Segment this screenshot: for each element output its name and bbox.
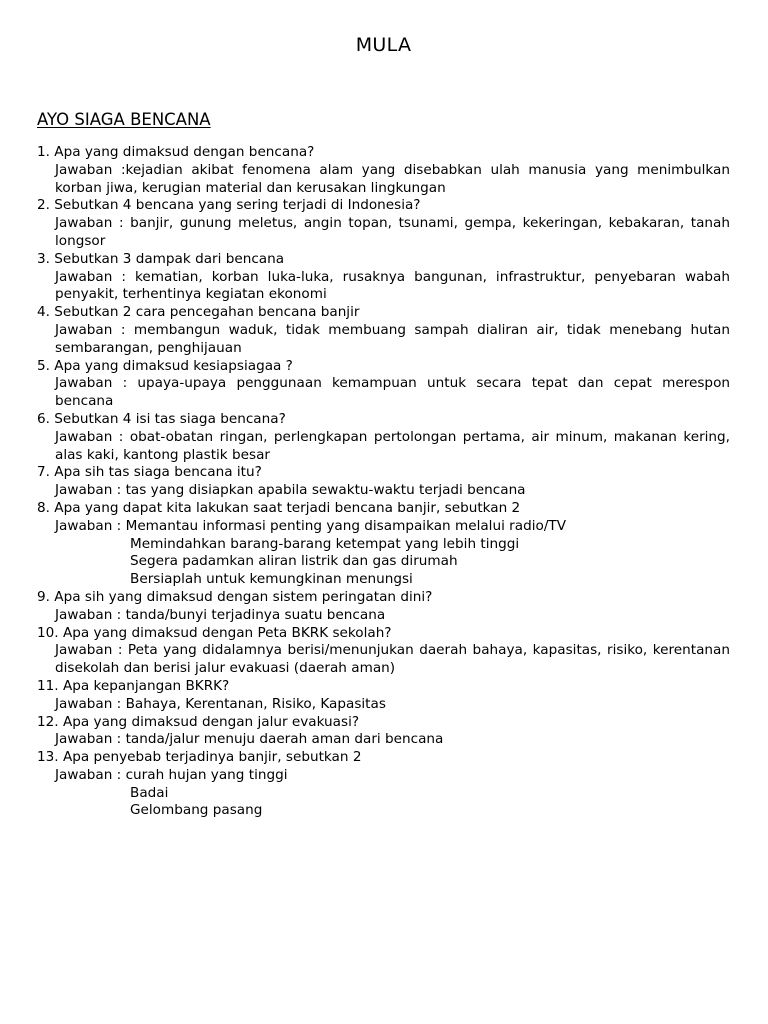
- answer-text: Jawaban :kejadian akibat fenomena alam yang disebabkan ulah manusia yang menimbulkan korban jiwa, kerugian material dan kerusakan lingkungan: [55, 161, 730, 196]
- question-text: 11. Apa kepanjangan BKRK?: [37, 677, 230, 694]
- qa-item-8: [37, 500, 730, 589]
- answer-continuation: Badai: [130, 784, 169, 801]
- answer-text: Jawaban : obat-obatan ringan, perlengkapan pertolongan pertama, air minum, makanan kering, alas kaki, kantong plastik besar: [55, 428, 730, 463]
- answer-text: Jawaban : tanda/jalur menuju daerah aman dari bencana: [55, 731, 444, 748]
- qa-item-9: [37, 589, 730, 625]
- question-text: 8. Apa yang dapat kita lakukan saat terjadi bencana banjir, sebutkan 2: [37, 499, 521, 516]
- answer-text: Jawaban : Peta yang didalamnya berisi/menunjukan daerah bahaya, kapasitas, risiko, kerentanan disekolah dan berisi jalur evakuasi (daerah aman): [55, 642, 730, 677]
- answer-text: Jawaban : upaya-upaya penggunaan kemampuan untuk secara tepat dan cepat merespon bencana: [55, 375, 730, 410]
- section-heading: AYO SIAGA BENCANA: [37, 110, 211, 129]
- question-text: 10. Apa yang dimaksud dengan Peta BKRK sekolah?: [37, 624, 392, 641]
- qa-item-6: [37, 411, 730, 464]
- qa-item-12: [37, 714, 730, 750]
- answer-text: Jawaban : Memantau informasi penting yang disampaikan melalui radio/TV: [55, 517, 566, 534]
- document-title: MULA: [355, 34, 412, 56]
- question-text: 5. Apa yang dimaksud kesiapsiagaa ?: [37, 357, 293, 374]
- qa-item-11: [37, 678, 730, 714]
- question-text: 6. Sebutkan 4 isi tas siaga bencana?: [37, 410, 286, 427]
- qa-item-4: [37, 304, 730, 357]
- qa-item-5: [37, 358, 730, 411]
- question-text: 2. Sebutkan 4 bencana yang sering terjadi di Indonesia?: [37, 197, 421, 214]
- qa-list: [37, 144, 730, 820]
- answer-text: Jawaban : membangun waduk, tidak membuang sampah dialiran air, tidak menebang hutan sembarangan, penghijauan: [55, 321, 730, 356]
- answer-text: Jawaban : tanda/bunyi terjadinya suatu bencana: [55, 606, 386, 623]
- question-text: 7. Apa sih tas siaga bencana itu?: [37, 464, 262, 481]
- question-text: 3. Sebutkan 3 dampak dari bencana: [37, 250, 285, 267]
- answer-text: Jawaban : Bahaya, Kerentanan, Risiko, Kapasitas: [55, 695, 386, 712]
- qa-item-7: [37, 464, 730, 500]
- answer-text: Jawaban : kematian, korban luka-luka, rusaknya bangunan, infrastruktur, penyebaran wabah penyakit, terhentinya kegiatan ekonomi: [55, 268, 730, 303]
- qa-item-3: [37, 251, 730, 304]
- answer-continuation: Segera padamkan aliran listrik dan gas dirumah: [130, 553, 458, 570]
- qa-item-10: [37, 625, 730, 678]
- question-text: 4. Sebutkan 2 cara pencegahan bencana banjir: [37, 304, 360, 321]
- answer-continuation: Memindahkan barang-barang ketempat yang lebih tinggi: [130, 535, 520, 552]
- answer-continuation: Bersiaplah untuk kemungkinan menungsi: [130, 571, 413, 588]
- qa-item-13: [37, 749, 730, 820]
- answer-text: Jawaban : tas yang disiapkan apabila sewaktu-waktu terjadi bencana: [55, 482, 526, 499]
- answer-text: Jawaban : curah hujan yang tinggi: [55, 766, 288, 783]
- question-text: 9. Apa sih yang dimaksud dengan sistem peringatan dini?: [37, 588, 433, 605]
- question-text: 13. Apa penyebab terjadinya banjir, sebutkan 2: [37, 749, 362, 766]
- answer-continuation: Gelombang pasang: [130, 802, 263, 819]
- qa-item-2: [37, 197, 730, 250]
- answer-text: Jawaban : banjir, gunung meletus, angin topan, tsunami, gempa, kekeringan, kebakaran, tanah longsor: [55, 215, 730, 249]
- question-text: 1. Apa yang dimaksud dengan bencana?: [37, 144, 315, 160]
- question-text: 12. Apa yang dimaksud dengan jalur evakuasi?: [37, 713, 360, 730]
- qa-item-1: [37, 144, 730, 197]
